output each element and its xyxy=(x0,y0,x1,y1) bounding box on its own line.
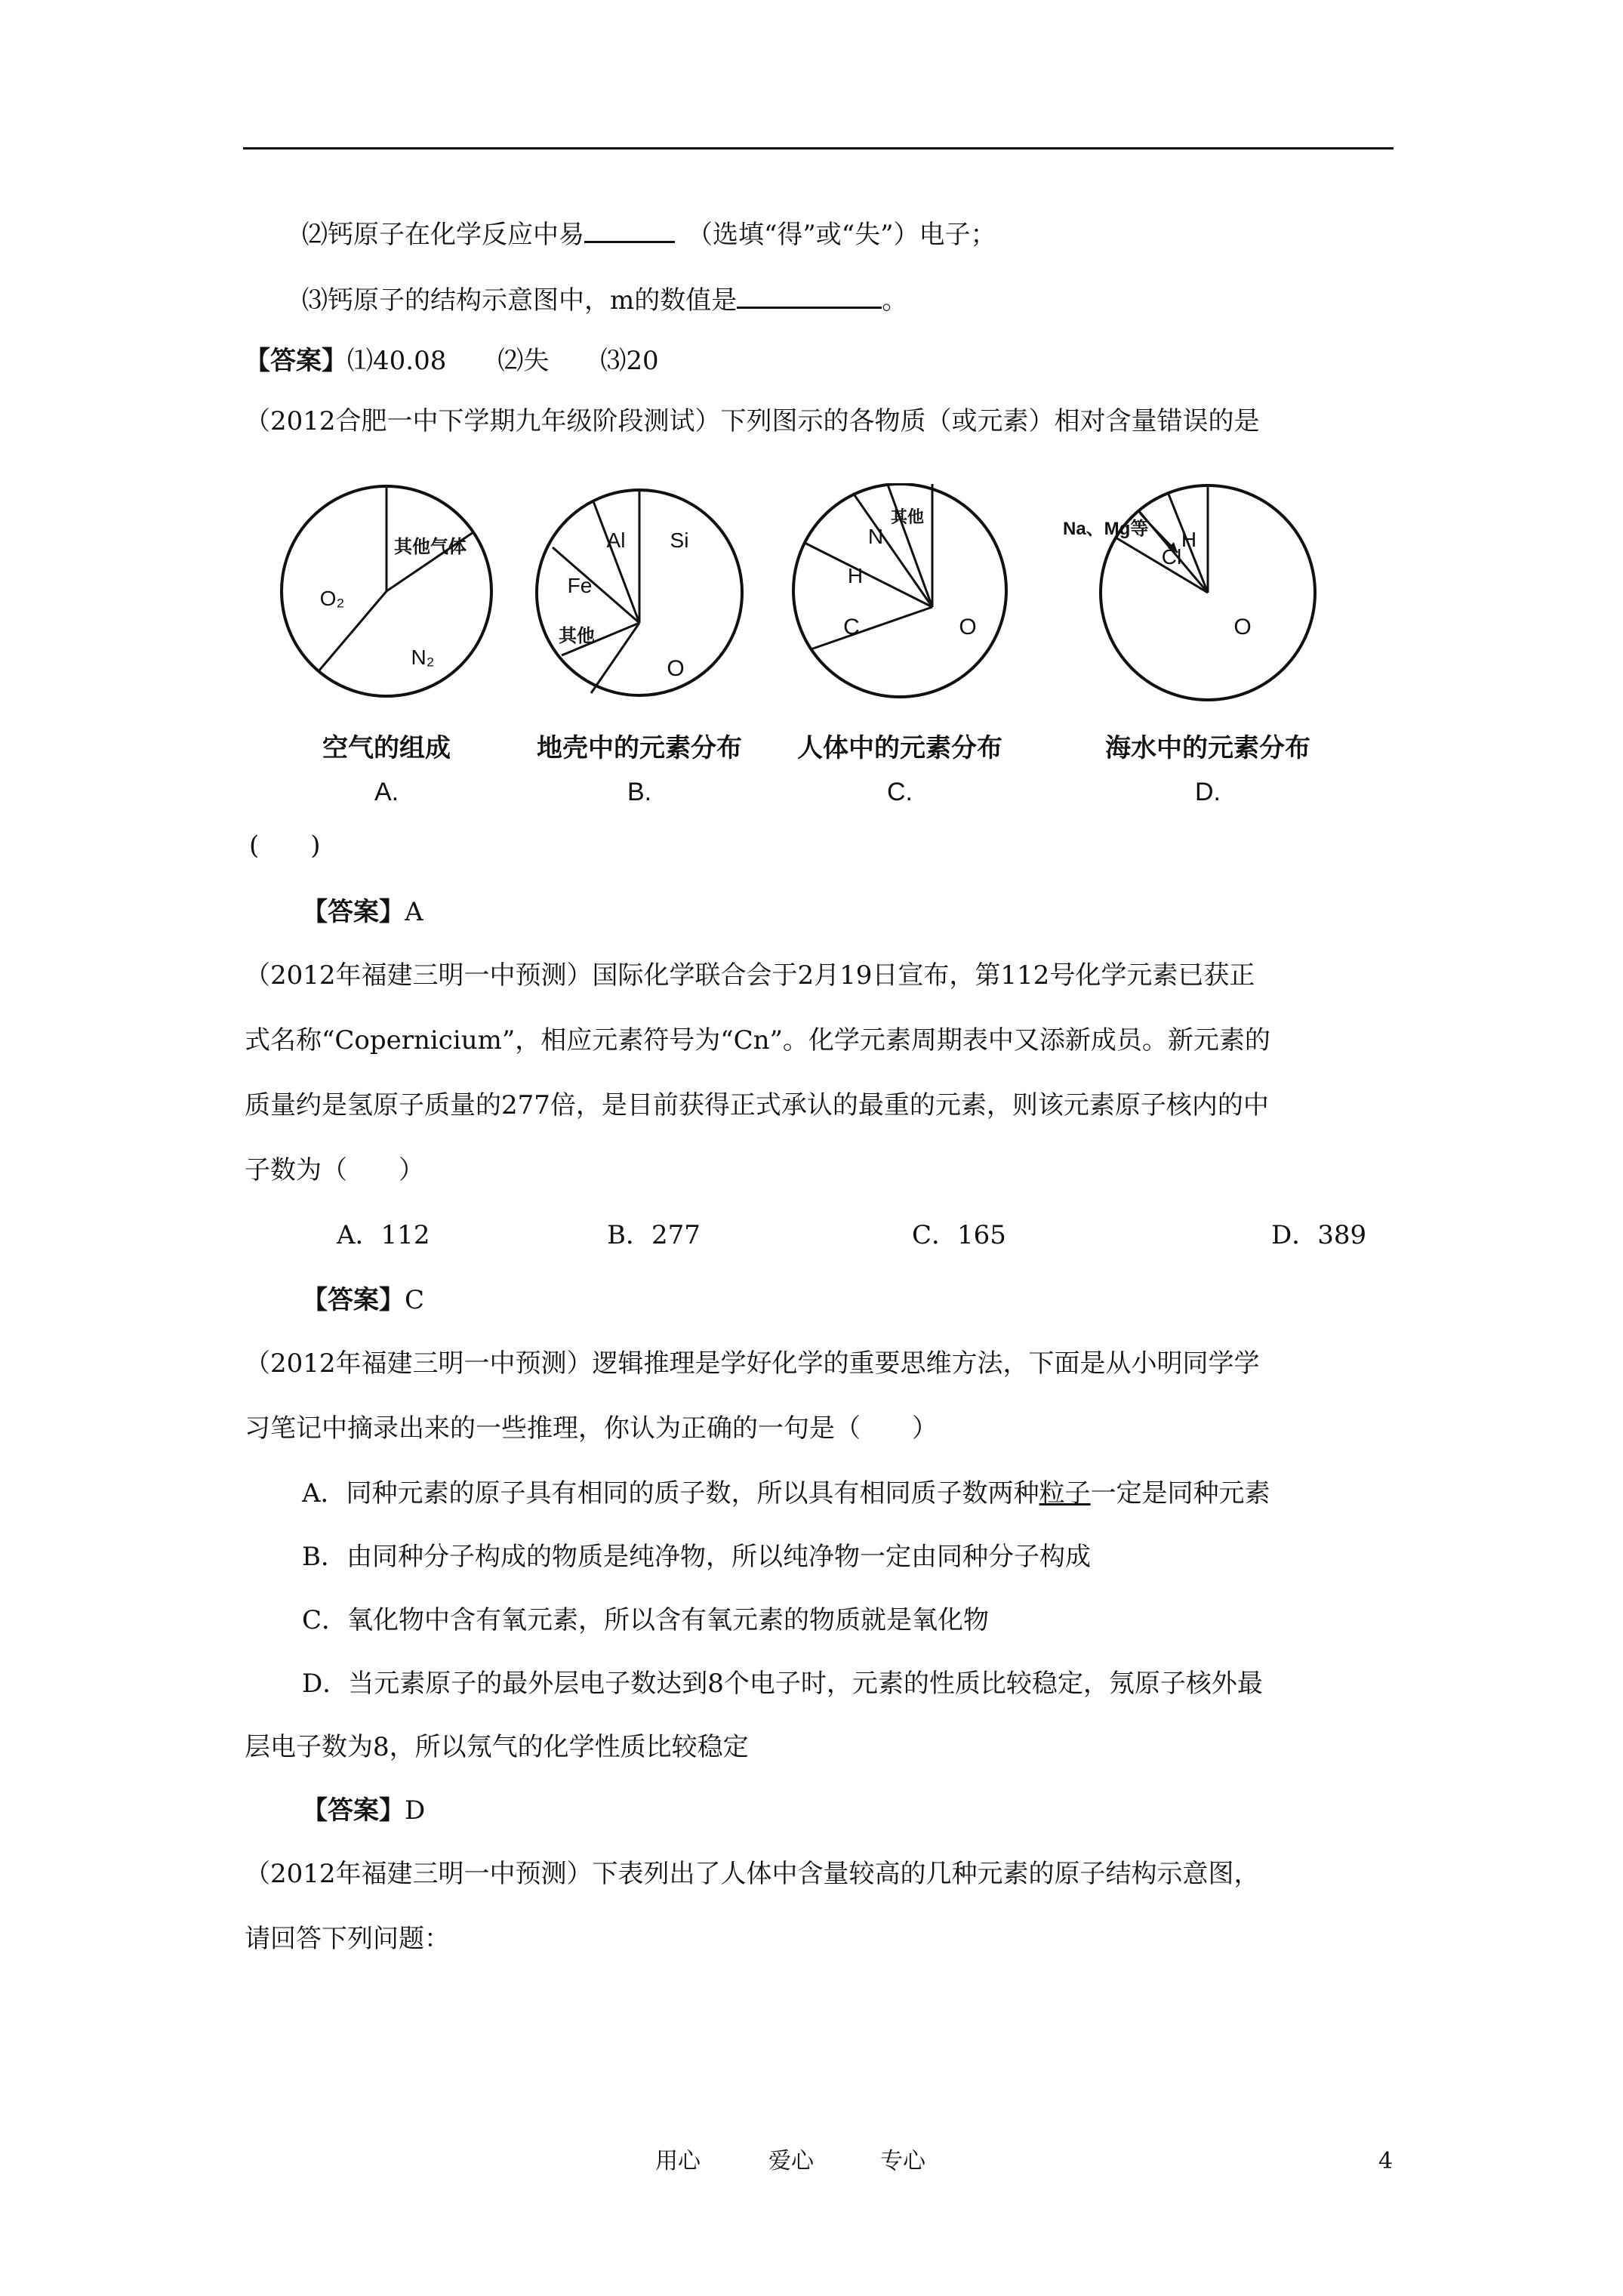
pie-label: H xyxy=(1181,528,1197,551)
pie-label: Fe xyxy=(567,574,593,597)
option-d[interactable]: D．当元素原子的最外层电子数达到8个电子时，元素的性质比较稳定，氖原子核外最 xyxy=(302,1669,1263,1699)
question-stem-line: （2012年福建三明一中预测）逻辑推理是学好化学的重要思维方法，下面是从小明同学学 xyxy=(245,1348,1260,1379)
pie-label: 其他气体 xyxy=(394,537,467,557)
option-d-continued: 层电子数为8，所以氖气的化学性质比较稳定 xyxy=(245,1732,749,1762)
footer-motto-3: 专心 xyxy=(880,2148,925,2174)
chart-title: 空气的组成 xyxy=(322,734,451,763)
footer-motto-2: 爱心 xyxy=(768,2148,814,2174)
answer-blank[interactable] xyxy=(737,279,882,309)
pie-label: H xyxy=(847,564,864,587)
pie-label: Si xyxy=(670,529,689,552)
pie-chart-crust xyxy=(537,490,742,806)
pie-label: N xyxy=(867,525,884,548)
pie-label: O xyxy=(667,656,685,681)
page-number: 4 xyxy=(1378,2148,1394,2174)
question-item-2: ⑵钙原子在化学反应中易 （选填“得”或“失”）电子； xyxy=(302,214,996,251)
chart-title: 海水中的元素分布 xyxy=(1105,734,1310,763)
pie-label: Cl xyxy=(1161,545,1182,569)
question-stem-line: （2012年福建三明一中预测）国际化学联合会于2月19日宣布，第112号化学元素已获正 xyxy=(245,960,1255,991)
pie-label: Al xyxy=(606,529,626,552)
chart-letter: C. xyxy=(887,778,913,806)
pie-chart-seawater xyxy=(1063,485,1315,806)
chart-title: 人体中的元素分布 xyxy=(797,734,1002,763)
pie-label: Na、Mg等 xyxy=(1063,519,1149,539)
pie-label: 其他 xyxy=(890,507,925,526)
pie-label: C xyxy=(843,615,860,639)
answer-blank[interactable] xyxy=(584,214,675,243)
pie-label: O xyxy=(959,615,977,639)
question-stem: （2012合肥一中下学期九年级阶段测试）下列图示的各物质（或元素）相对含量错误的是 xyxy=(245,406,1260,436)
question-stem-line: （2012年福建三明一中预测）下表列出了人体中含量较高的几种元素的原子结构示意图， xyxy=(245,1859,1260,1889)
answer-line: 【答案】A xyxy=(302,897,423,927)
option-c[interactable]: C．165 xyxy=(912,1220,1006,1250)
question-stem-line: 式名称“Copernicium”，相应元素符号为“Cn”。化学元素周期表中又添新成员。新元素的 xyxy=(245,1025,1270,1056)
answer-line: 【答案】⑴40.08 ⑵失 ⑶20 xyxy=(245,346,659,376)
question-stem-line: 子数为（ ） xyxy=(245,1155,424,1185)
question-item-3: ⑶钙原子的结构示意图中，m的数值是 。 xyxy=(302,279,907,317)
question-stem-line: 习笔记中摘录出来的一些推理，你认为正确的一句是（ ） xyxy=(245,1413,938,1444)
option-d[interactable]: D．389 xyxy=(1271,1220,1367,1250)
pie-charts-figure xyxy=(272,483,1329,815)
question-stem-line: 质量约是氢原子质量的277倍，是目前获得正式承认的最重的元素，则该元素原子核内的中 xyxy=(245,1090,1269,1120)
chart-letter: D. xyxy=(1195,778,1221,806)
answer-line: 【答案】C xyxy=(302,1285,425,1315)
pie-chart-human-body xyxy=(793,484,1006,806)
answer-line: 【答案】D xyxy=(302,1795,426,1826)
option-b[interactable]: B．277 xyxy=(607,1220,701,1250)
option-a[interactable]: A．112 xyxy=(337,1220,430,1250)
pie-label: N₂ xyxy=(411,646,435,669)
chart-letter: A. xyxy=(374,778,399,806)
pie-label: O₂ xyxy=(319,587,345,610)
option-c[interactable]: C．氧化物中含有氧元素，所以含有氧元素的物质就是氧化物 xyxy=(302,1605,990,1635)
header-rule xyxy=(243,147,1394,149)
footer-motto-1: 用心 xyxy=(655,2148,701,2174)
chart-letter: B. xyxy=(627,778,652,806)
pie-label: O xyxy=(1233,615,1252,639)
option-a[interactable]: A．同种元素的原子具有相同的质子数，所以具有相同质子数两种粒子一定是同种元素 xyxy=(302,1478,1270,1509)
pie-chart-air xyxy=(282,486,491,806)
question-stem-line: 请回答下列问题： xyxy=(245,1924,450,1954)
answer-parenthesis: ( ) xyxy=(249,831,321,861)
chart-title: 地壳中的元素分布 xyxy=(537,734,742,763)
pie-label: 其他 xyxy=(559,626,595,646)
option-b[interactable]: B．由同种分子构成的物质是纯净物，所以纯净物一定由同种分子构成 xyxy=(302,1542,1091,1572)
